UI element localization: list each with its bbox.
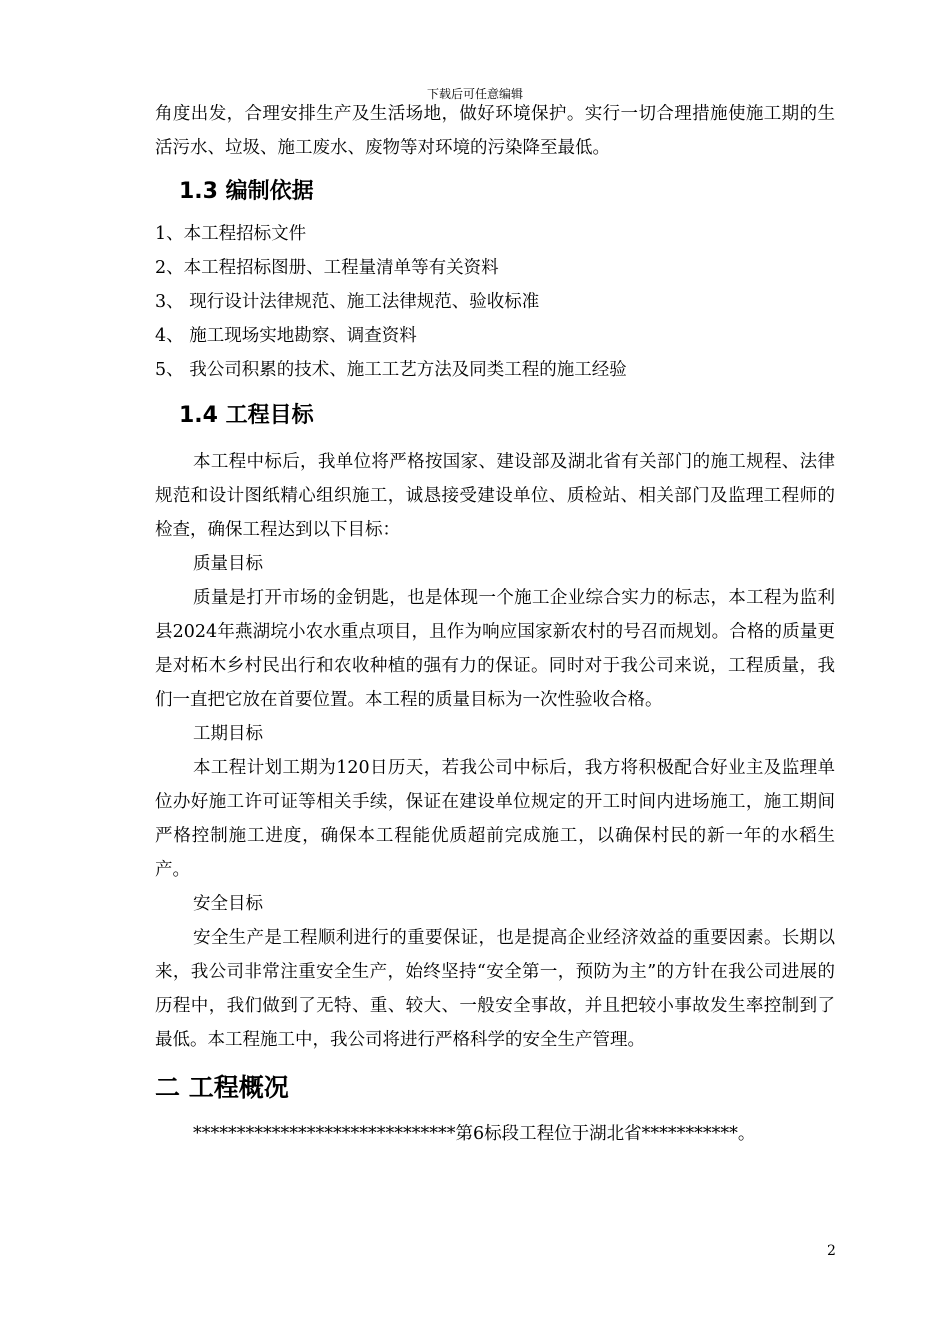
list-item: 4、 施工现场实地勘察、调查资料 xyxy=(155,326,417,346)
list-item: 3、 现行设计法律规范、施工法律规范、验收标准 xyxy=(155,292,540,312)
list-item: 5、 我公司积累的技术、施工工艺方法及同类工程的施工经验 xyxy=(155,360,627,380)
overview-paragraph: ******************************第6标段工程位于湖北省***********。 xyxy=(193,1124,756,1144)
document-body xyxy=(155,97,835,1151)
safety-goal-paragraph: 安全生产是工程顺利进行的重要保证，也是提高企业经济效益的重要因素。长期以来，我公司非常注重安全生产，始终坚持“安全第一，预防为主”的方针在我公司进展的历程中，我们做到了无特、重、较大、一般安全事故，并且把较小事故发生率控制到了最低。本工程施工中，我公司将进行严格科学的安全生产管理。 xyxy=(155,928,835,1050)
goal-intro-paragraph: 本工程中标后，我单位将严格按国家、建设部及湖北省有关部门的施工规程、法律规范和设计图纸精心组织施工，诚恳接受建设单位、质检站、相关部门及监理工程师的检查，确保工程达到以下目标： xyxy=(155,452,835,540)
quality-goal-subheading: 质量目标 xyxy=(193,554,263,574)
quality-goal-paragraph: 质量是打开市场的金钥匙，也是体现一个施工企业综合实力的标志，本工程为监利县2024年燕湖垸小农水重点项目，且作为响应国家新农村的号召而规划。合格的质量更是对柘木乡村民出行和农收种植的强有力的保证。同时对于我公司来说，工程质量，我们一直把它放在首要位置。本工程的质量目标为一次性验收合格。 xyxy=(155,588,835,710)
intro-paragraph: 角度出发，合理安排生产及生活场地，做好环境保护。实行一切合理措施使施工期的生活污水、垃圾、施工废水、废物等对环境的污染降至最低。 xyxy=(155,104,835,158)
section-1-3-heading: 1.3 编制依据 xyxy=(179,179,314,204)
list-item: 2、本工程招标图册、工程量清单等有关资料 xyxy=(155,258,499,278)
list-item: 1、本工程招标文件 xyxy=(155,224,307,244)
safety-goal-subheading: 安全目标 xyxy=(193,894,263,914)
schedule-goal-paragraph: 本工程计划工期为120日历天，若我公司中标后，我方将积极配合好业主及监理单位办好施工许可证等相关手续，保证在建设单位规定的开工时间内进场施工，施工期间严格控制施工进度，确保本工程能优质超前完成施工，以确保村民的新一年的水稻生产。 xyxy=(155,758,835,880)
section-2-heading: 二 工程概况 xyxy=(155,1073,289,1102)
header-watermark: 下载后可任意编辑 xyxy=(426,87,523,101)
page-number: 2 xyxy=(827,1243,836,1259)
schedule-goal-subheading: 工期目标 xyxy=(193,724,263,744)
section-1-4-heading: 1.4 工程目标 xyxy=(179,403,314,428)
